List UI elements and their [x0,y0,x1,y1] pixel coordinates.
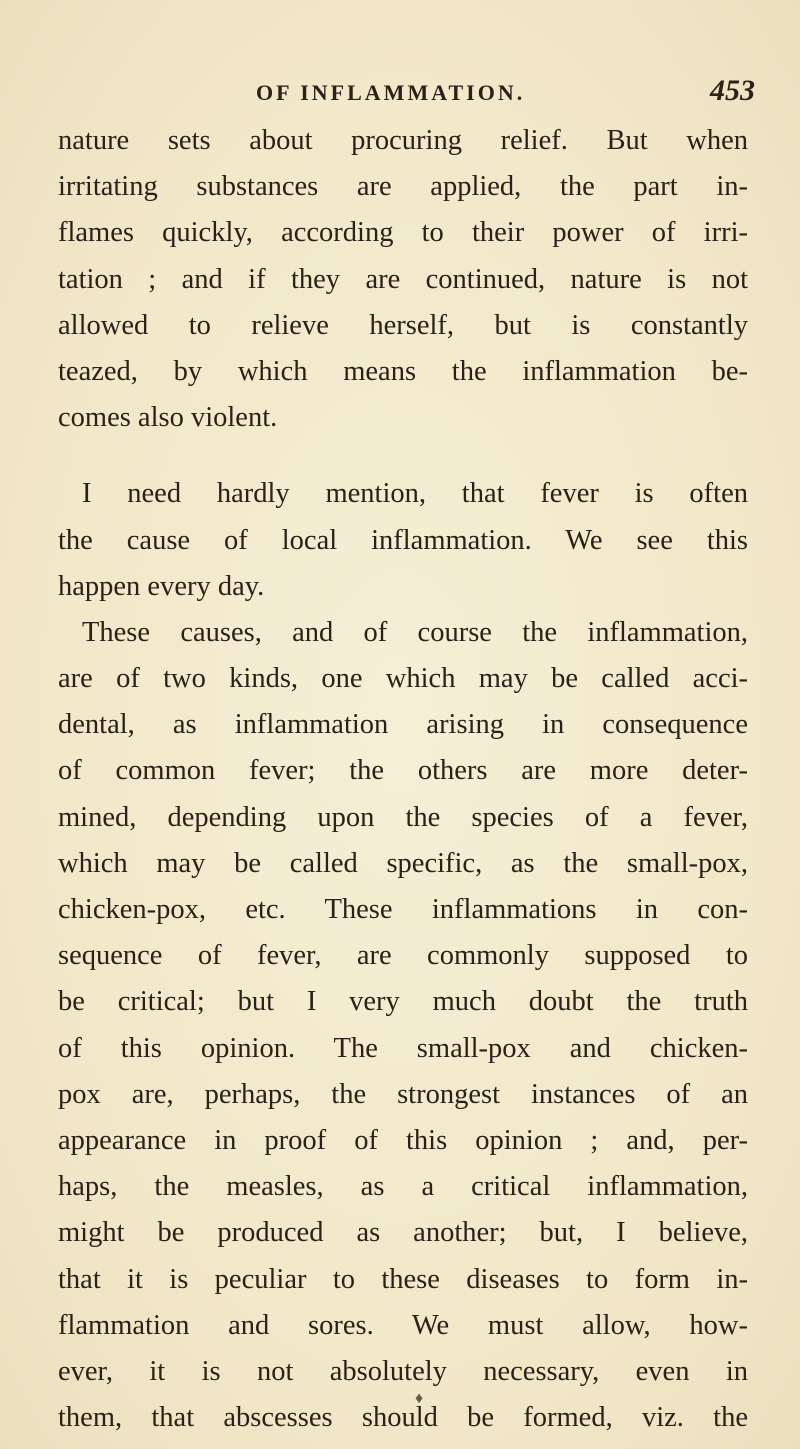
text-line: of common fever; the others are more deter- [58,755,748,787]
running-head [0,72,800,112]
running-title: OF INFLAMMATION. [256,80,526,105]
text-line: flames quickly, according to their power of irri- [58,217,748,249]
text-line: ever, it is not absolutely necessary, even in [58,1355,748,1387]
text-line: tation ; and if they are continued, nature is not [58,263,748,295]
text-line: comes also violent. [58,402,278,434]
page-number: 453 [710,74,755,107]
text-line: appearance in proof of this opinion ; and, per- [58,1124,748,1156]
text-line: teazed, by which means the inflammation be- [58,355,748,387]
text-line: nature sets about procuring relief. But when [58,125,748,156]
text-line: them, that abscesses should be formed, viz. the [58,1402,748,1434]
paragraph [58,118,748,441]
text-line: flammation and sores. We must allow, how- [58,1309,748,1341]
text-line: dental, as inflammation arising in consequence [58,709,748,741]
text-line: the cause of local inflammation. We see this [58,524,748,556]
body-text [58,118,748,1441]
text-line: haps, the measles, as a critical inflammation, [58,1171,748,1203]
text-line: I need hardly mention, that fever is often [82,478,748,510]
text-line: are of two kinds, one which may be called acci- [58,663,748,695]
text-line: be critical; but I very much doubt the truth [58,986,748,1018]
text-line: irritating substances are applied, the part in- [58,171,748,203]
text-line: chicken-pox, etc. These inflammations in con- [58,894,748,925]
text-line: happen every day. [58,570,265,602]
text-line: which may be called specific, as the small-pox, [58,847,748,879]
text-line: that it is peculiar to these diseases to form in- [58,1263,748,1295]
paragraph [58,610,748,1441]
paragraph [58,471,748,610]
text-line: of this opinion. The small-pox and chicken- [58,1032,748,1064]
text-line: allowed to relieve herself, but is constantly [58,309,748,341]
text-line: pox are, perhaps, the strongest instances of an [58,1078,748,1110]
text-line: might be produced as another; but, I believe, [58,1217,748,1249]
printer-mark-icon: ♦ [415,1390,424,1407]
text-line: mined, depending upon the species of a fever, [58,801,748,833]
text-line: sequence of fever, are commonly supposed to [58,940,748,972]
text-line: These causes, and of course the inflammation, [82,616,748,648]
paragraph-gap [58,441,748,471]
